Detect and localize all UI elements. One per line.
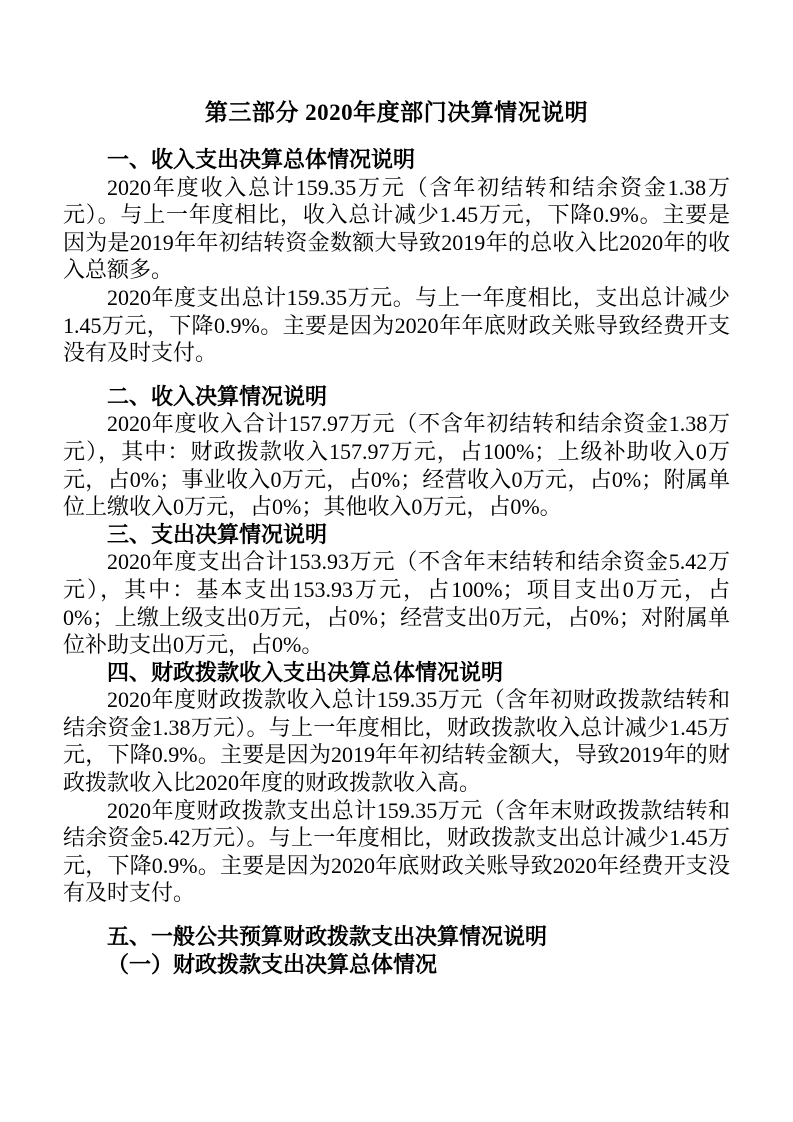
section-heading: 一、收入支出决算总体情况说明 (107, 147, 416, 172)
paragraph: 2020年度收入合计157.97万元（不含年初结转和结余资金1.38万元），其中：财政拨款收入157.97万元，占100%；上级补助收入0万元，占0%；事业收入0万元，占0%；经营收入0万元，占0%；附属单位上缴收入0万元，占0%；其他收入0万元，占0%。 (63, 411, 730, 520)
section-heading: 二、收入决算情况说明 (107, 383, 328, 409)
paragraph: 2020年度支出合计153.93万元（不含年末结转和结余资金5.42万元），其中：基本支出153.93万元，占100%；项目支出0万元，占0%；上缴上级支出0万元，占0%；经营支出0万元，占0%；对附属单位补助支出0万元，占0%。 (63, 549, 730, 658)
paragraph: 2020年度收入总计159.35万元（含年初结转和结余资金1.38万元）。与上一年度相比，收入总计减少1.45万元，下降0.9%。主要是因为是2019年年初结转资金数额大导致2019年的总收入比2020年的收入总额多。 (63, 174, 731, 283)
paragraph: 2020年度财政拨款支出总计159.35万元（含年末财政拨款结转和结余资金5.42万元）。与上一年度相比，财政拨款支出总计减少1.45万元，下降0.9%。主要是因为2020年底财政关账导致2020年经费开支没有及时支付。 (63, 797, 730, 906)
document-body (63, 146, 730, 978)
paragraph: 2020年度财政拨款收入总计159.35万元（含年初财政拨款结转和结余资金1.38万元）。与上一年度相比，财政拨款收入总计减少1.45万元，下降0.9%。主要是因为2019年年初结转金额大，导致2019年的财政拨款收入比2020年度的财政拨款收入高。 (63, 687, 730, 796)
document-title: 第三部分 2020年度部门决算情况说明 (204, 100, 589, 125)
paragraph: 2020年度支出总计159.35万元。与上一年度相比，支出总计减少1.45万元，下降0.9%。主要是因为2020年年底财政关账导致经费开支没有及时支付。 (63, 284, 730, 366)
section-heading: （一）财政拨款支出决算总体情况 (107, 951, 438, 977)
section-heading: 三、支出决算情况说明 (107, 521, 328, 547)
section-heading: 五、一般公共预算财政拨款支出决算情况说明 (107, 924, 548, 950)
section-heading: 四、财政拨款收入支出决算总体情况说明 (107, 659, 504, 685)
